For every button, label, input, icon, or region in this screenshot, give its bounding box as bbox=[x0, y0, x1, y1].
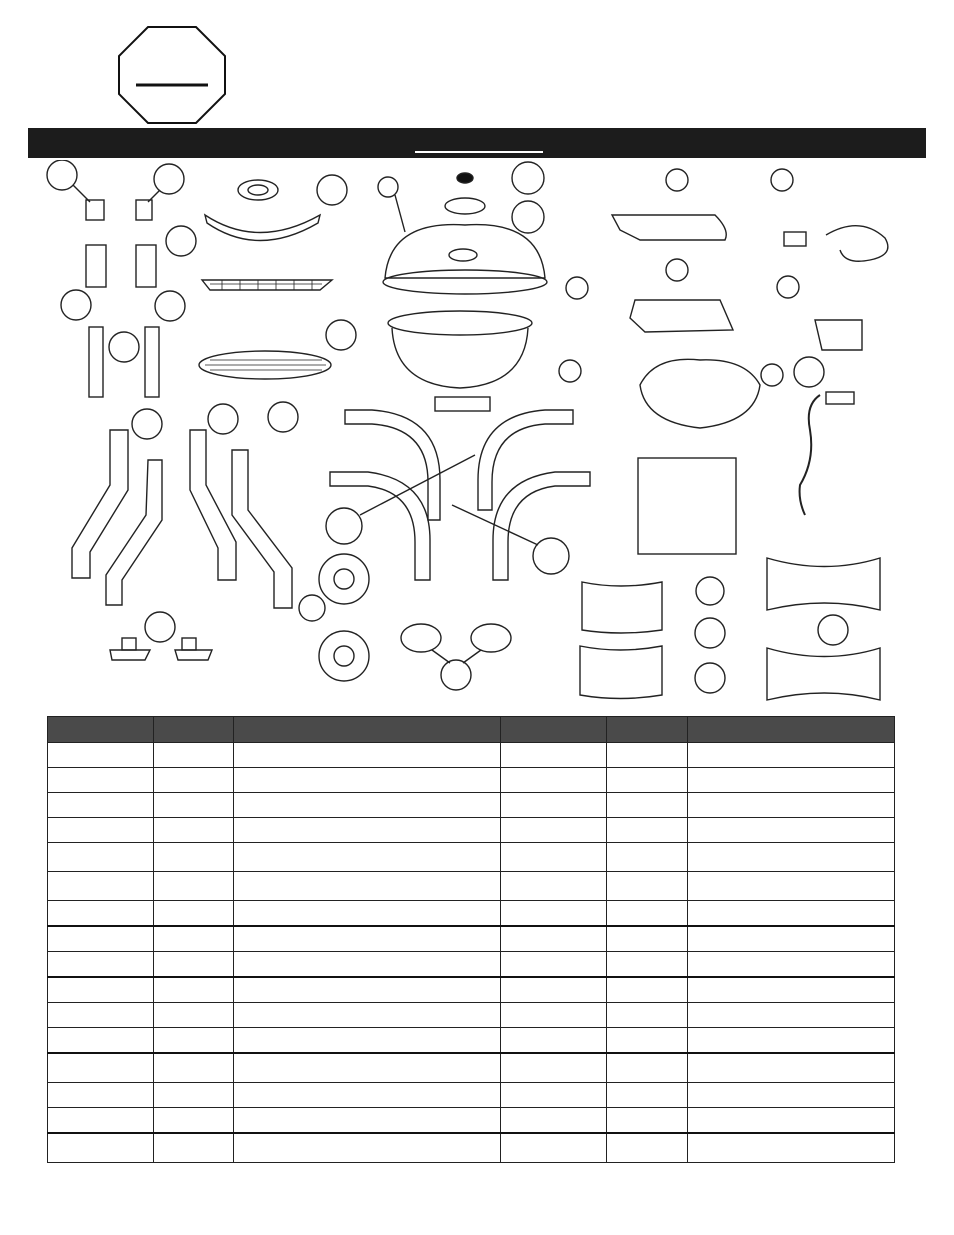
column-header bbox=[154, 717, 234, 743]
parts-table bbox=[47, 716, 895, 1163]
table-row bbox=[48, 1108, 895, 1134]
header-underline bbox=[415, 151, 543, 153]
parts-diagram bbox=[0, 160, 954, 715]
callout-circles bbox=[47, 160, 848, 693]
column-header bbox=[607, 717, 688, 743]
table-row bbox=[48, 743, 895, 768]
table-row bbox=[48, 818, 895, 843]
header-bar bbox=[28, 128, 926, 158]
table-row bbox=[48, 1003, 895, 1028]
table-row bbox=[48, 793, 895, 818]
table-row bbox=[48, 1083, 895, 1108]
column-header bbox=[501, 717, 607, 743]
table-row bbox=[48, 1053, 895, 1083]
table-row bbox=[48, 1028, 895, 1054]
table-row bbox=[48, 768, 895, 793]
table-row bbox=[48, 1133, 895, 1163]
table-row bbox=[48, 843, 895, 872]
column-header bbox=[48, 717, 154, 743]
octagon-badge bbox=[118, 26, 226, 124]
table-row bbox=[48, 872, 895, 901]
column-header bbox=[688, 717, 895, 743]
table-header-row bbox=[48, 717, 895, 743]
table-row bbox=[48, 926, 895, 952]
table-row bbox=[48, 901, 895, 927]
table-row bbox=[48, 952, 895, 978]
table-row bbox=[48, 977, 895, 1003]
column-header bbox=[234, 717, 501, 743]
